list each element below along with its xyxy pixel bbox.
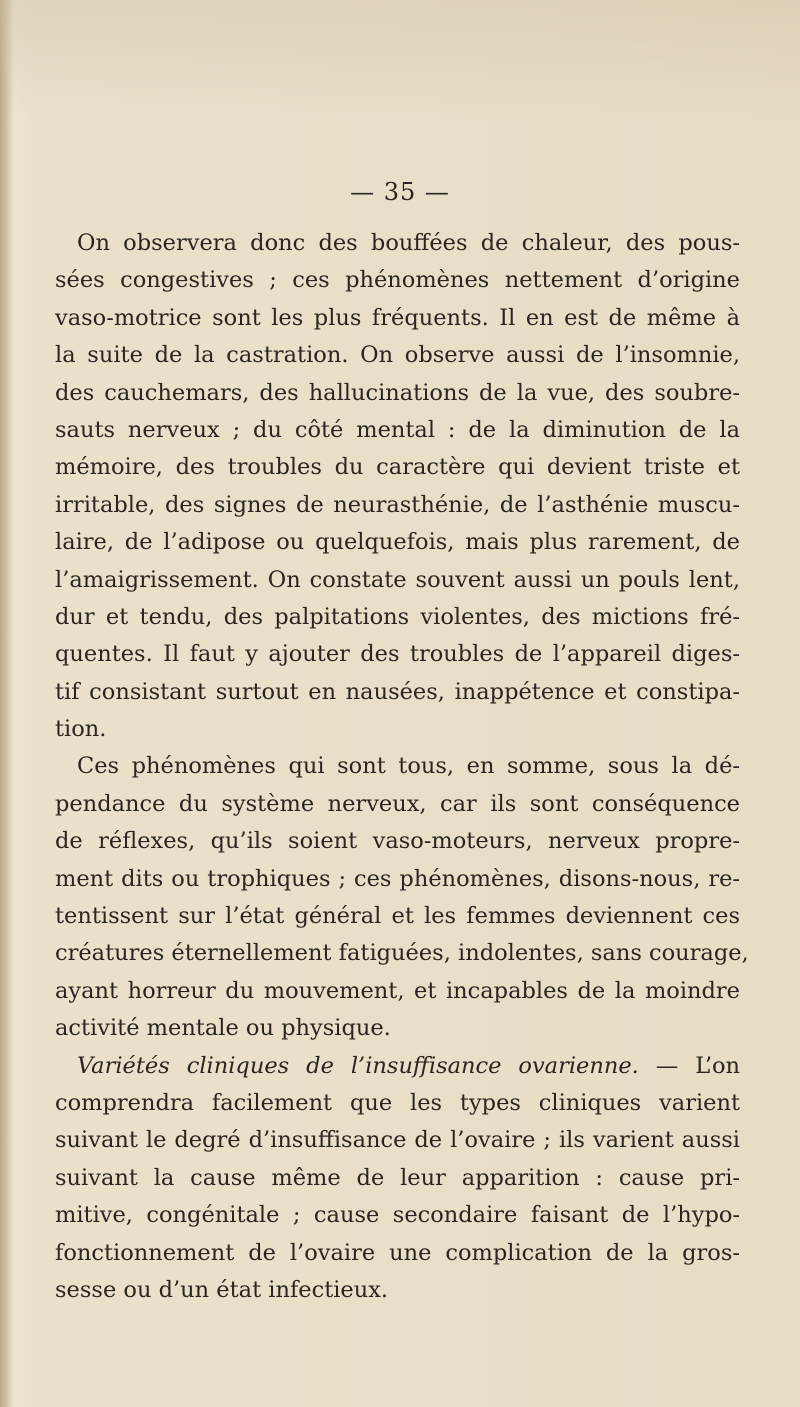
text-line: Ces phénomènes qui sont tous, en somme, sous la dé- <box>77 753 740 780</box>
spine-shadow <box>0 0 14 1407</box>
text-line: vaso-motrice sont les plus fréquents. Il en est de même à <box>55 304 740 331</box>
text-line: l’amaigrissement. On constate souvent aussi un pouls lent, <box>55 566 740 593</box>
text-line: irritable, des signes de neurasthénie, de l’asthénie muscu- <box>55 491 740 518</box>
body-text <box>55 225 749 1309</box>
text-line: des cauchemars, des hallucinations de la vue, des soubre- <box>55 379 740 406</box>
text-line: pendance du système nerveux, car ils sont conséquence <box>55 790 740 817</box>
text-line: tentissent sur l’état général et les femmes deviennent ces <box>55 903 740 930</box>
text-line: dur et tendu, des palpitations violentes, des mictions fré- <box>55 603 740 630</box>
text-line: comprendra facilement que les types cliniques varient <box>55 1089 740 1116</box>
text-line: mémoire, des troubles du caractère qui devient triste et <box>55 454 740 481</box>
text-line: suivant la cause même de leur apparition : cause pri- <box>55 1164 740 1191</box>
text-line: ment dits ou trophiques ; ces phénomènes, disons-nous, re- <box>55 865 740 892</box>
text-line: fonctionnement de l’ovaire une complication de la gros- <box>55 1239 740 1266</box>
text-line: sées congestives ; ces phénomènes nettement d’origine <box>55 267 740 294</box>
text-line: la suite de la castration. On observe aussi de l’insomnie, <box>55 342 740 369</box>
section-heading: Variétés cliniques de l’insuffisance ovarienne. <box>77 1052 639 1079</box>
text-line: sesse ou d’un état infectieux. <box>55 1276 389 1303</box>
text-line: ayant horreur du mouvement, et incapables de la moindre <box>55 977 740 1004</box>
text-line: On observera donc des bouffées de chaleur, des pous- <box>77 230 740 256</box>
text-line: créatures éternellement fatiguées, indolentes, sans courage, <box>55 940 749 967</box>
text-line: de réflexes, qu’ils soient vaso-moteurs, nerveux propre- <box>55 828 740 855</box>
text-line: quentes. Il faut y ajouter des troubles de l’appareil diges- <box>55 641 740 668</box>
page-number: — 35 — <box>350 178 450 206</box>
text-line: tif consistant surtout en nausées, inappétence et constipa- <box>55 678 740 705</box>
text-line: sauts nerveux ; du côté mental : de la diminution de la <box>55 416 740 443</box>
text-line: tion. <box>55 716 107 743</box>
text-line: laire, de l’adipose ou quelquefois, mais plus rarement, de <box>55 529 740 556</box>
text-line: mitive, congénitale ; cause secondaire faisant de l’hypo- <box>55 1202 740 1229</box>
section-heading-line <box>55 1048 740 1085</box>
text-fragment: — L’on <box>638 1052 741 1079</box>
text-line: suivant le degré d’insuffisance de l’ovaire ; ils varient aussi <box>55 1127 740 1154</box>
text-line: activité mentale ou physique. <box>55 1015 391 1042</box>
page-top-shade <box>0 0 800 120</box>
